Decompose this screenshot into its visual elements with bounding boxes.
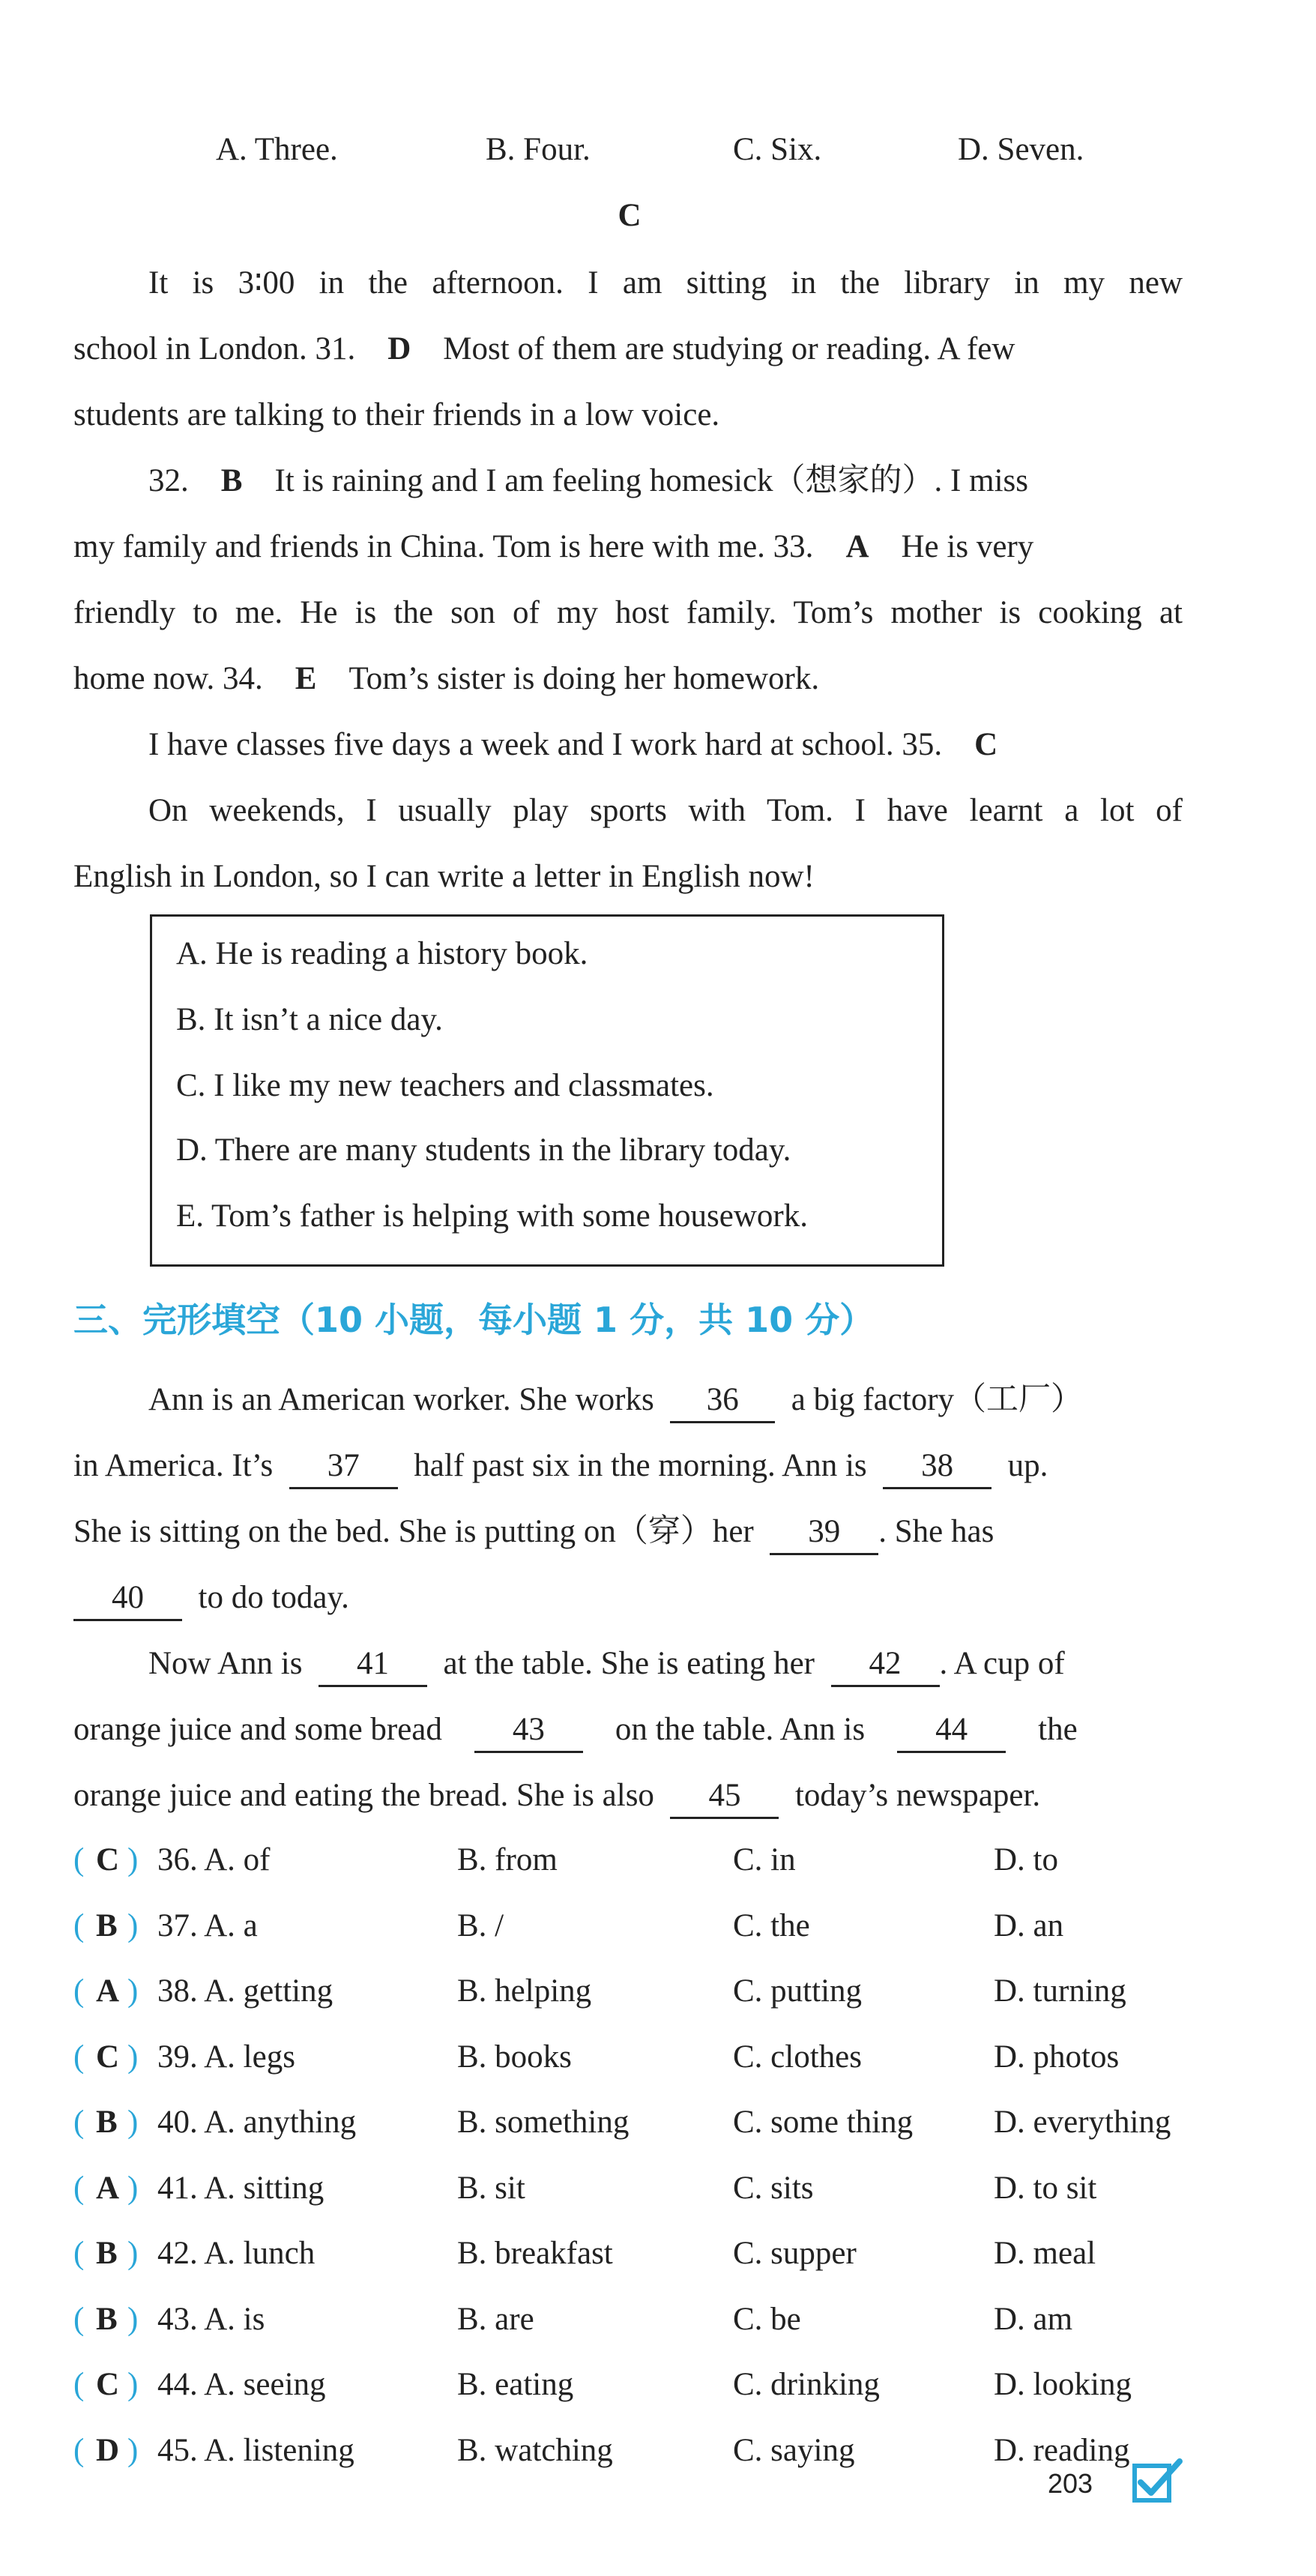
cloze-line: She is sitting on the bed. She is putting on（穿）her 39 . She has [73,1509,1183,1555]
question-answer: C [96,2367,120,2402]
paren-close: ) [127,1842,139,1877]
paren-open: ( [73,2170,85,2206]
question-option-c: C. some thing [733,2105,914,2140]
question-answer: A [96,2170,120,2206]
blank-36: 36 [670,1382,775,1423]
top-options [216,127,1115,172]
paren-open: ( [73,2367,85,2402]
paren-close: ) [127,2367,139,2402]
cloze-line: Ann is an American worker. She works 36 a big factory（工厂） [148,1378,1183,1423]
answer-31: D [387,331,411,367]
question-option-d: D. to [994,1842,1058,1877]
question-answer: C [96,2039,120,2075]
passage-line: English in London, so I can write a letter in English now! [73,859,815,894]
paren-open: ( [73,2301,85,2337]
question-option-d: D. looking [994,2367,1132,2402]
blank-39: 39 [770,1514,878,1555]
blank-45: 45 [670,1778,779,1819]
question-option-b: B. books [457,2039,572,2075]
passage-line: my family and friends in China. Tom is here with me. 33. A He is very [73,529,1034,564]
blank-44: 44 [897,1712,1006,1753]
paren-close: ) [127,2236,139,2271]
passage-line: friendly to me. He is the son of my host family. Tom’s mother is cooking at [73,595,1183,630]
question-option-a: 38. A. getting [157,1973,333,2009]
question-option-d: D. photos [994,2039,1120,2075]
question-option-c: C. clothes [733,2039,862,2075]
paren-close: ) [127,2039,139,2075]
option-c: C. Six. [733,132,822,167]
question-option-b: B. breakfast [457,2236,613,2271]
question-option-c: C. saying [733,2432,855,2468]
blank-42: 42 [831,1646,940,1687]
page-number: 203 [1048,2468,1093,2499]
question-option-c: C. putting [733,1973,863,2009]
cloze-line: 40 to do today. [73,1575,1183,1621]
question-answer: B [96,2301,118,2337]
question-option-a: 45. A. listening [157,2432,354,2468]
question-option-b: B. are [457,2301,534,2337]
passage-line: I have classes five days a week and I work hard at school. 35. C [148,727,998,762]
question-row [73,2362,1198,2407]
blank-41: 41 [319,1646,427,1687]
box-option: E. Tom’s father is helping with some housework. [176,1198,808,1234]
question-option-b: B. sit [457,2170,525,2206]
question-row [73,1838,1198,1883]
question-answer: B [96,2236,118,2271]
question-row [73,2231,1198,2276]
question-option-a: 39. A. legs [157,2039,295,2075]
question-row [73,1969,1198,2014]
question-row [73,1904,1198,1949]
question-option-b: B. eating [457,2367,574,2402]
passage-line: school in London. 31. D Most of them are studying or reading. A few [73,331,1015,367]
question-option-d: D. meal [994,2236,1096,2271]
passage-line: students are talking to their friends in a low voice. [73,397,720,432]
paren-open: ( [73,1973,85,2009]
question-option-c: C. in [733,1842,796,1877]
question-option-d: D. am [994,2301,1073,2337]
question-option-a: 44. A. seeing [157,2367,326,2402]
box-option: D. There are many students in the library today. [176,1132,791,1168]
answer-34: E [295,661,317,696]
options-box [150,914,944,1267]
question-row [73,2100,1198,2145]
checkbox-check-icon [1130,2455,1184,2509]
question-option-a: 43. A. is [157,2301,265,2337]
question-option-b: B. watching [457,2432,613,2468]
cloze-line: Now Ann is 41 at the table. She is eating her 42 . A cup of [148,1641,1183,1687]
question-option-a: 40. A. anything [157,2105,357,2140]
paren-open: ( [73,2432,85,2468]
cloze-line: orange juice and some bread 43 on the table. Ann is 44 the [73,1707,1183,1753]
paren-open: ( [73,1907,85,1943]
passage-line: 32. B It is raining and I am feeling homesick（想家的）. I miss [148,463,1028,498]
paren-close: ) [127,2301,139,2337]
question-answer: B [96,1907,118,1943]
blank-40: 40 [73,1580,182,1621]
question-option-a: 37. A. a [157,1907,258,1943]
question-option-c: C. supper [733,2236,857,2271]
paren-close: ) [127,1907,139,1943]
paren-close: ) [127,1973,139,2009]
box-option: B. It isn’t a nice day. [176,1002,443,1037]
passage-line: home now. 34. E Tom’s sister is doing her homework. [73,661,820,696]
paren-close: ) [127,2432,139,2468]
paren-open: ( [73,1842,85,1877]
option-d: D. Seven. [958,132,1084,167]
paren-open: ( [73,2236,85,2271]
passage-line: On weekends, I usually play sports with Tom. I have learnt a lot of [148,793,1183,828]
question-row [73,2035,1198,2080]
question-option-b: B. from [457,1842,558,1877]
question-option-c: C. be [733,2301,801,2337]
paren-close: ) [127,2105,139,2140]
paren-close: ) [127,2170,139,2206]
question-option-c: C. sits [733,2170,814,2206]
question-option-a: 42. A. lunch [157,2236,316,2271]
passage-line: It is 3∶00 in the afternoon. I am sitting in the library in my new [148,265,1183,301]
question-option-d: D. to sit [994,2170,1097,2206]
question-option-d: D. everything [994,2105,1171,2140]
cloze-line: in America. It’s 37 half past six in the morning. Ann is 38 up. [73,1444,1183,1489]
question-answer: D [96,2432,120,2468]
question-option-d: D. reading [994,2432,1130,2468]
question-row [73,2297,1198,2342]
answer-32: B [220,463,243,498]
question-row [73,2166,1198,2211]
question-row [73,2428,1198,2473]
paren-open: ( [73,2105,85,2140]
answer-35: C [974,727,998,762]
question-answer: A [96,1973,120,2009]
box-option: A. He is reading a history book. [176,936,588,971]
blank-37: 37 [289,1448,398,1489]
section-letter: C [618,198,642,233]
section-heading: 三、完形填空（10 小题，每小题 1 分，共 10 分） [73,1300,875,1340]
option-a: A. Three. [216,132,338,167]
question-option-b: B. helping [457,1973,592,2009]
question-option-a: 36. A. of [157,1842,271,1877]
box-option: C. I like my new teachers and classmates. [176,1068,714,1103]
question-answer: B [96,2105,118,2140]
blank-38: 38 [883,1448,991,1489]
cloze-line: orange juice and eating the bread. She is also 45 today’s newspaper. [73,1773,1183,1819]
blank-43: 43 [474,1712,583,1753]
paren-open: ( [73,2039,85,2075]
question-option-d: D. an [994,1907,1064,1943]
answer-33: A [845,529,869,564]
option-b: B. Four. [486,132,591,167]
question-option-d: D. turning [994,1973,1126,2009]
question-option-b: B. / [457,1907,504,1943]
question-option-a: 41. A. sitting [157,2170,325,2206]
question-option-c: C. drinking [733,2367,880,2402]
question-option-b: B. something [457,2105,630,2140]
question-option-c: C. the [733,1907,810,1943]
question-answer: C [96,1842,120,1877]
